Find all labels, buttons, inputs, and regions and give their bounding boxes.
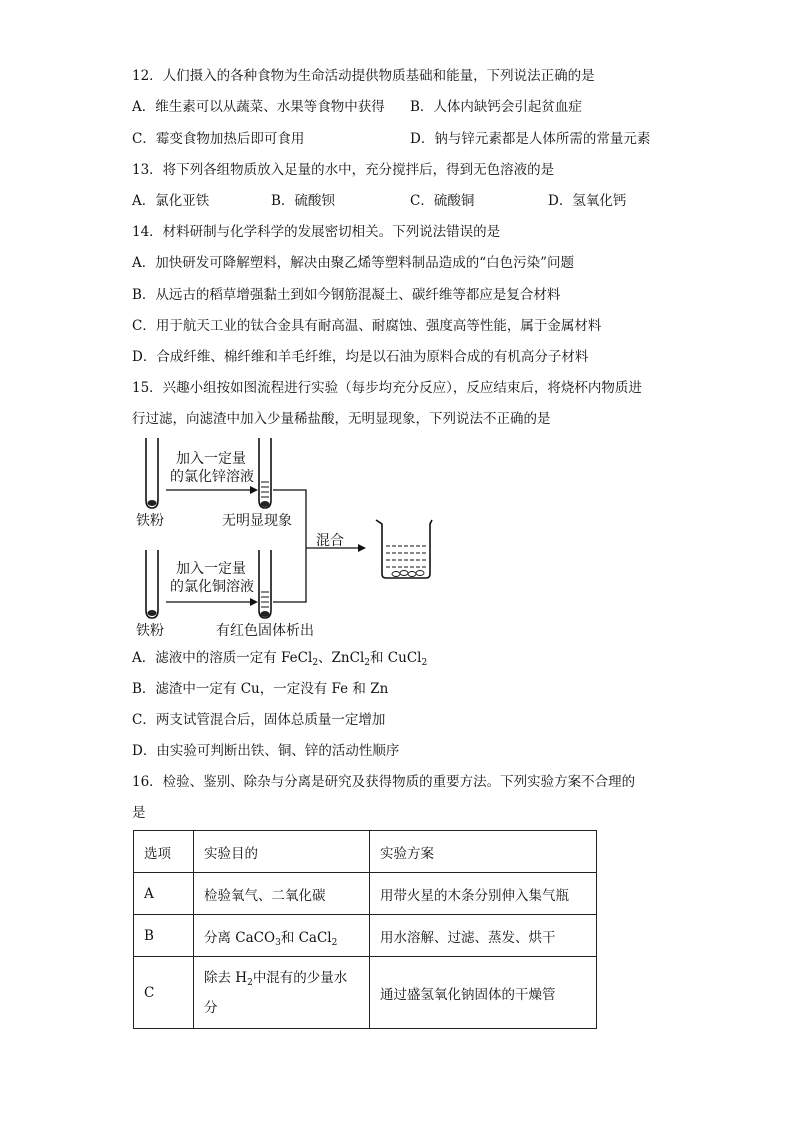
connector-lines [273, 490, 306, 602]
q14-option-b: B．从远古的稻草增强黏土到如今钢筋混凝土、碳纤维等都应是复合材料 [132, 287, 561, 303]
q15-a-sub1: 2 [312, 658, 319, 668]
row-b-purpose-text2: 和 CaCl [280, 929, 332, 946]
top-right-label: 无明显现象 [222, 513, 292, 529]
q15-stem-line1: 15．兴趣小组按如图流程进行实验（每步均充分反应），反应结束后，将烧杯内物质进 [132, 380, 642, 396]
q15-option-b: B．滤渣中一定有 Cu，一定没有 Fe 和 Zn [132, 681, 389, 697]
bottom-right-label: 有红色固体析出 [216, 623, 314, 639]
beaker-icon [376, 520, 432, 578]
q15-a-sub2: 2 [364, 658, 371, 668]
top-add-label-line1: 加入一定量 [176, 451, 246, 467]
q12-option-d: D．钠与锌元素都是人体所需的常量元素 [410, 131, 651, 147]
q12-stem: 12．人们摄入的各种食物为生命活动提供物质基础和能量，下列说法正确的是 [132, 68, 595, 84]
bottom-add-label-line2: 的氯化铜溶液 [170, 579, 254, 595]
q12-option-a: A．维生素可以从蔬菜、水果等食物中获得 [132, 99, 385, 115]
header-purpose: 实验目的 [194, 831, 370, 873]
bottom-left-test-tube-icon [146, 550, 158, 618]
row-c-purpose-sub1: 2 [247, 977, 253, 988]
q14-option-d: D．合成纤维、棉纤维和羊毛纤维，均是以石油为原料合成的有机高分子材料 [132, 349, 589, 365]
top-right-test-tube-icon [259, 438, 271, 508]
q13-option-c: C．硫酸铜 [410, 193, 475, 209]
q12-option-c: C．霉变食物加热后即可食用 [132, 131, 305, 147]
q15-a-sub3: 2 [421, 658, 428, 668]
row-b-purpose-sub2: 2 [331, 937, 338, 948]
table-header-row [134, 831, 597, 873]
row-c-plan: 通过盛氢氧化钠固体的干燥管 [370, 957, 597, 1029]
q14-option-c: C．用于航天工业的钛合金具有耐高温、耐腐蚀、强度高等性能，属于金属材料 [132, 318, 602, 334]
bottom-add-label-line1: 加入一定量 [176, 561, 246, 577]
row-c-purpose-text1: 除去 H [204, 969, 248, 986]
q15-a-text2: 、ZnCl [318, 650, 365, 666]
q15-option-d: D．由实验可判断出铁、铜、锌的活动性顺序 [132, 743, 400, 759]
row-c-purpose-text3: 分 [204, 999, 218, 1016]
bottom-left-label: 铁粉 [136, 623, 164, 639]
row-b-purpose-text1: 分离 CaCO [204, 929, 276, 946]
row-a-plan: 用带火星的木条分别伸入集气瓶 [370, 873, 597, 915]
row-c-purpose [194, 957, 370, 1029]
row-a-purpose: 检验氧气、二氧化碳 [194, 873, 370, 915]
bottom-right-test-tube-icon [259, 550, 271, 618]
q12-option-b: B．人体内缺钙会引起贫血症 [410, 99, 582, 115]
table-row [134, 915, 597, 957]
top-left-test-tube-icon [146, 438, 158, 508]
row-b-purpose-sub1: 3 [275, 937, 281, 948]
table-row [134, 873, 597, 915]
q13-option-a: A．氯化亚铁 [132, 193, 210, 209]
q15-option-c: C．两支试管混合后，固体总质量一定增加 [132, 712, 386, 728]
row-a-option: A [134, 873, 194, 915]
top-add-label-line2: 的氯化锌溶液 [170, 469, 254, 485]
q15-a-text1: A．滤液中的溶质一定有 FeCl [132, 650, 313, 666]
row-c-purpose-text2: 中混有的少量水 [252, 969, 348, 986]
row-b-plan: 用水溶解、过滤、蒸发、烘干 [370, 915, 597, 957]
row-b-purpose [194, 915, 370, 957]
table-row [134, 957, 597, 1029]
q13-option-d: D．氢氧化钙 [548, 193, 627, 209]
q16-stem-line2: 是 [132, 805, 146, 821]
q15-option-a [132, 648, 427, 668]
q15-stem-line2: 行过滤，向滤渣中加入少量稀盐酸，无明显现象，下列说法不正确的是 [132, 411, 551, 427]
row-c-option: C [134, 957, 194, 1029]
q14-option-a: A．加快研发可降解塑料，解决由聚乙烯等塑料制品造成的“白色污染”问题 [132, 255, 575, 271]
q15-a-text3: 和 CuCl [370, 650, 422, 666]
q16-stem-line1: 16．检验、鉴别、除杂与分离是研究及获得物质的重要方法。下列实验方案不合理的 [132, 774, 636, 790]
header-option: 选项 [134, 831, 194, 873]
q15-experiment-diagram [130, 432, 570, 642]
row-b-option: B [134, 915, 194, 957]
header-plan: 实验方案 [370, 831, 597, 873]
q13-stem: 13．将下列各组物质放入足量的水中，充分搅拌后，得到无色溶液的是 [132, 162, 555, 178]
q14-stem: 14．材料研制与化学科学的发展密切相关。下列说法错误的是 [132, 224, 501, 240]
q13-option-b: B．硫酸钡 [271, 193, 335, 209]
q16-experiment-table [133, 830, 597, 1029]
top-left-label: 铁粉 [136, 513, 164, 529]
mix-label: 混合 [316, 533, 344, 549]
